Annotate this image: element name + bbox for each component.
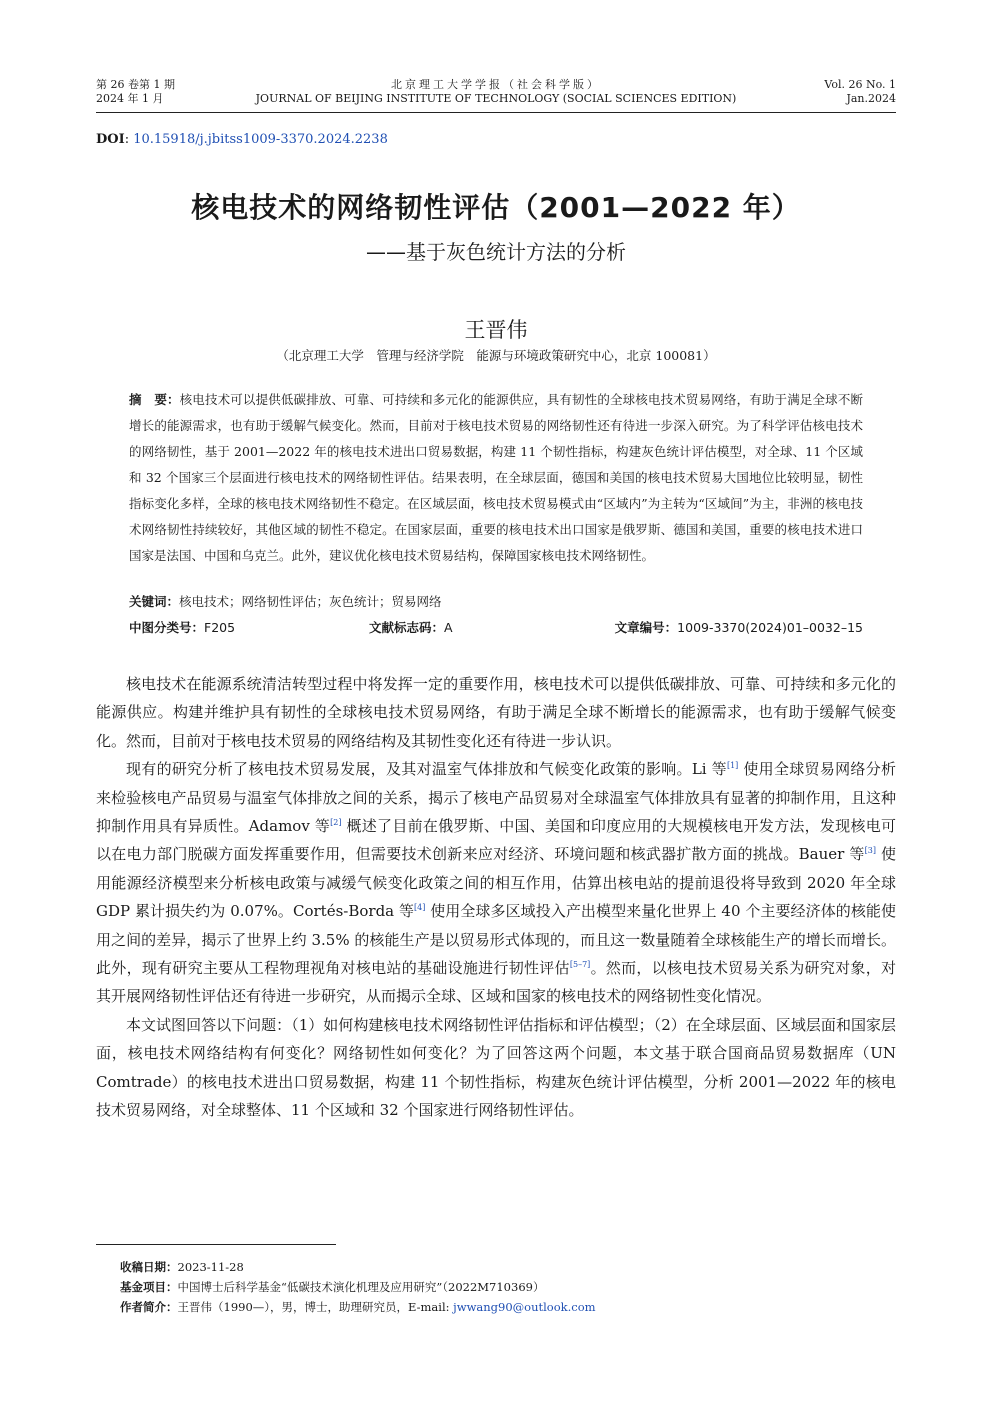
issue-cn: 第 26 卷第 1 期 [96,78,175,91]
paragraph-2-text-d: 使用能源经济模型来分析核电政策与减缓气候变化政策之间的相互作用，估算出核电站的提前退役将导致到 2020 年全球 GDP 累计损失约为 0.07%。Cortés-Borda 等 [96,845,896,921]
document-code [369,618,453,636]
abstract [129,387,863,569]
paragraph-2 [96,755,896,1011]
document-code-value: A [444,620,453,635]
fund-info [120,1277,596,1297]
volume-info [824,78,896,106]
paragraph-1: 核电技术在能源系统清洁转型过程中将发挥一定的重要作用，核电技术可以提供低碳排放、可靠、可持续和多元化的能源供应。构建并维护具有韧性的全球核电技术贸易网络，有助于满足全球不断增长的能源需求，也有助于缓解气候变化。然而，目前对于核电技术贸易的网络结构及其韧性变化还有待进一步认识。 [96,675,896,750]
journal-name-cn: 北京理工大学学报（社会科学版） [391,78,601,91]
bio-value: 王晋伟（1990—），男，博士，助理研究员，E-mail: [177,1300,454,1314]
author-name: 王晋伟 [464,318,528,342]
classification-label: 中图分类号： [129,620,205,635]
article-number [615,618,863,636]
date-en: Jan.2024 [846,92,896,105]
received-value: 2023-11-28 [177,1260,244,1274]
doi-link[interactable]: 10.15918/j.jbitss1009-3370.2024.2238 [133,132,388,147]
citation-2[interactable]: [2] [330,818,342,828]
article-number-label: 文章编号： [614,620,678,635]
bio-label: 作者简介： [120,1300,178,1314]
volume-en: Vol. 26 No. 1 [824,78,896,91]
footnote-divider [96,1244,336,1245]
paragraph-2-text-a: 现有的研究分析了核电技术贸易发展，及其对温室气体排放和气候变化政策的影响。Li 等 [126,760,727,779]
fund-value: 中国博士后科学基金“低碳技术演化机理及应用研究”（2022M710369） [177,1280,545,1294]
citation-3[interactable]: [3] [864,846,876,856]
abstract-label: 摘 要： [129,392,180,407]
fund-label: 基金项目： [120,1280,178,1294]
article-body [96,670,896,1125]
doi-separator: : [124,132,134,147]
paragraph-2-text-f: 。然而，以核电技术贸易关系为研究对象，对其开展网络韧性评估还有待进一步研究，从而揭示全球、区域和国家的核电技术的网络韧性变化情况。 [96,959,896,1006]
paragraph-3: 本文试图回答以下问题：（1）如何构建核电技术网络韧性评估指标和评估模型；（2）在全球层面、区域层面和国家层面，核电技术网络结构有何变化？网络韧性如何变化？为了回答这两个问题，本文基于联合国商品贸易数据库（UN Comtrade）的核电技术进出口贸易数据，构建 11 个韧性指标，构建灰色统计评估模型，分析 2001—2022 年的核电技术贸易网络，对全球整体、11 个区域和 32 个国家进行网络韧性评估。 [96,1015,896,1120]
article-number-value: 1009-3370(2024)01–0032–15 [677,620,863,635]
paragraph-2-text-c: 概述了目前在俄罗斯、中国、美国和印度应用的大规模核电开发方法，发现核电可以在电力部门脱碳方面发挥重要作用，但需要技术创新来应对经济、环境问题和核武器扩散方面的挑战。Bauer 等 [96,817,896,864]
running-header [96,78,896,113]
document-code-label: 文献标志码： [369,620,445,635]
abstract-text: 核电技术可以提供低碳排放、可靠、可持续和多元化的能源供应，具有韧性的全球核电技术贸易网络，有助于满足全球不断增长的能源需求，也有助于缓解气候变化。然而，目前对于核电技术贸易的网络韧性还有待进一步深入研究。为了科学评估核电技术的网络韧性，基于 2001—2022 年的核电技术进出口贸易数据，构建 11 个韧性指标，构建灰色统计评估模型，对全球、11 个区域和 32 个国家三个层面进行核电技术的网络韧性评估。结果表明，在全球层面，德国和美国的核电技术贸易大国地位比较明显，韧性指标变化多样，全球的核电技术网络韧性不稳定。在区域层面，核电技术贸易模式由“区域内”为主转为“区域间”为主，非洲的核电技术网络韧性持续较好，其他区域的韧性不稳定。在国家层面，重要的核电技术出口国家是俄罗斯、德国和美国，重要的核电技术进口国家是法国、中国和乌克兰。此外，建议优化核电技术贸易结构，保障国家核电技术网络韧性。 [129,392,863,563]
article-title: 核电技术的网络韧性评估（2001—2022 年） [191,191,801,224]
classification [129,618,235,636]
footnotes [120,1257,596,1317]
citation-5-7[interactable]: [5–7] [569,960,591,970]
date-cn: 2024 年 1 月 [96,92,164,105]
author-bio [120,1297,596,1317]
citation-1[interactable]: [1] [726,761,739,771]
author-affiliation: （北京理工大学 管理与经济学院 能源与环境政策研究中心，北京 100081） [276,348,716,363]
classification-value: F205 [204,620,236,635]
paragraph-2-text-b: 使用全球贸易网络分析来检验核电产品贸易与温室气体排放之间的关系，揭示了核电产品贸易对全球温室气体排放具有显著的抑制作用，且这种抑制作用具有异质性。Adamov 等 [96,760,896,836]
email-link[interactable]: jwwang90@outlook.com [453,1300,596,1314]
keywords-text: 核电技术；网络韧性评估；灰色统计；贸易网络 [179,594,442,609]
keywords [129,592,863,610]
paragraph-2-text-e: 使用全球多区域投入产出模型来量化世界上 40 个主要经济体的核能使用之间的差异，揭示了世界上约 3.5% 的核能生产是以贸易形式体现的，而且这一数量随着全球核能生产的增长而增长。此外，现有研究主要从工程物理视角对核电站的基础设施进行韧性评估 [96,902,896,978]
article-subtitle: ——基于灰色统计方法的分析 [366,240,626,264]
keywords-label: 关键词： [129,594,180,609]
doi-label: DOI [96,132,125,147]
received-date [120,1257,596,1277]
received-label: 收稿日期： [120,1260,178,1274]
journal-name [96,78,896,106]
citation-4[interactable]: [4] [414,903,426,913]
journal-name-en: JOURNAL OF BEIJING INSTITUTE OF TECHNOLOGY (SOCIAL SCIENCES EDITION) [255,92,737,105]
doi-line [96,132,388,147]
